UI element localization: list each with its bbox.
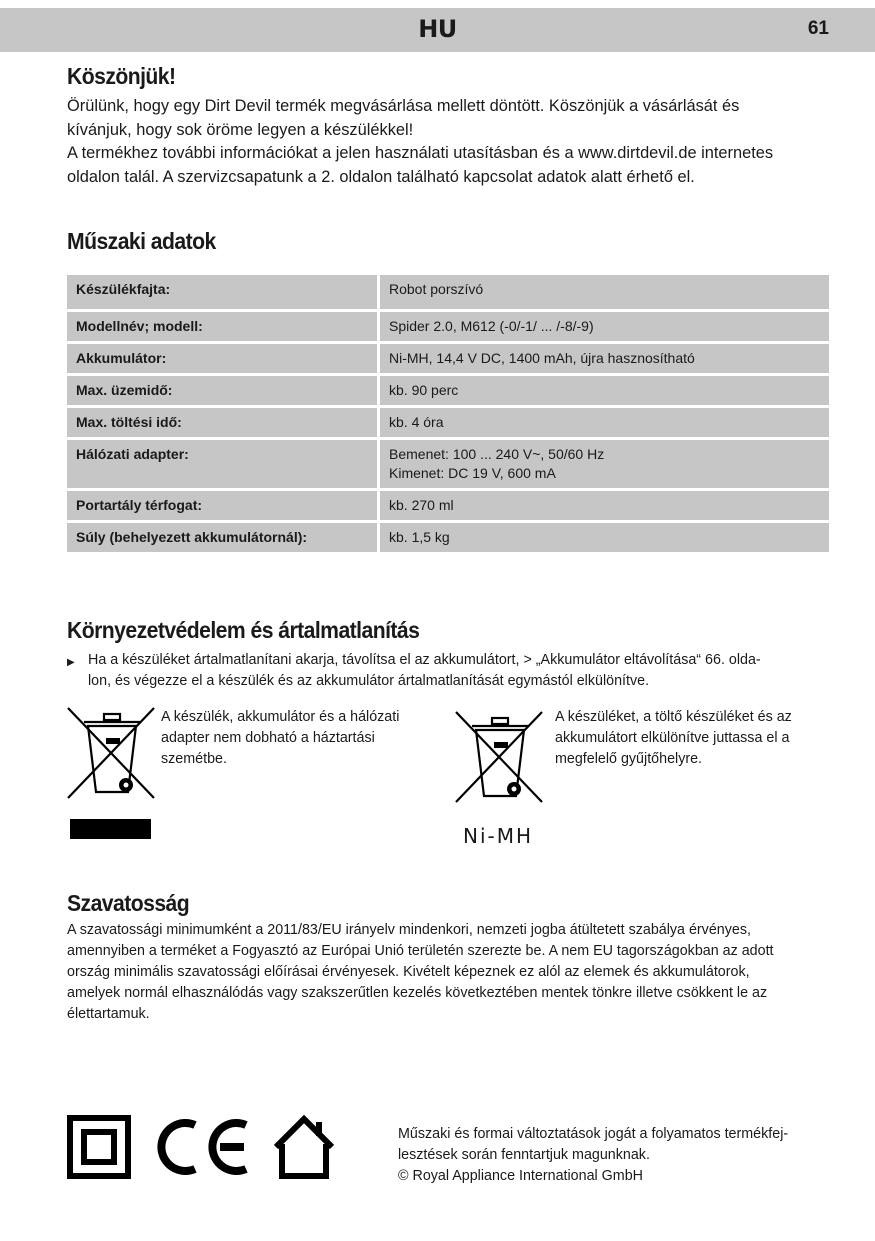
household-waste-notice: A készülék, akkumulátor és a hálózati adapter nem dobható a háztartási szemétbe. (161, 709, 400, 767)
thanks-line: Örülünk, hogy egy Dirt Devil termék megvásárlása mellett döntött. Köszönjük a vásárlását és (67, 97, 740, 115)
spec-value: Ni-MH, 14,4 V DC, 1400 mAh, újra hasznosítható (380, 344, 829, 373)
double-insulation-icon (70, 1118, 128, 1176)
ce-mark-icon (161, 1123, 246, 1171)
spec-label: Hálózati adapter: (67, 440, 380, 488)
waste-symbol-bar (70, 819, 151, 839)
spec-value: Robot porszívó (380, 275, 829, 309)
spec-value: kb. 1,5 kg (380, 523, 829, 552)
specs-heading: Műszaki adatok (67, 228, 216, 254)
environment-heading: Környezetvédelem és ártalmatlanítás (67, 617, 420, 643)
thanks-line: A termékhez további információkat a jelen használati utasításban és a www.dirtdevil.de internetes (67, 144, 774, 162)
thanks-heading: Köszönjük! (67, 63, 176, 89)
table-row (67, 523, 829, 552)
table-row (67, 491, 829, 520)
spec-label: Súly (behelyezett akkumulátornál): (67, 523, 380, 552)
specs-table (67, 272, 829, 555)
warranty-heading: Szavatosság (67, 890, 190, 916)
spec-label: Akkumulátor: (67, 344, 380, 373)
language-code: HU (418, 15, 457, 43)
thanks-line: oldalon talál. A szervizcsapatunk a 2. oldalon található kapcsolat adatok alatt érhető el. (67, 167, 695, 186)
thanks-line: kívánjuk, hogy sok öröme legyen a készülékkel! (67, 120, 414, 139)
spec-value: kb. 270 ml (380, 491, 829, 520)
table-row (67, 408, 829, 437)
table-row (67, 312, 829, 341)
crossed-bin-icon (454, 710, 546, 806)
spec-value: Bemenet: 100 ... 240 V~, 50/60 Hz Kimenet: DC 19 V, 600 mA (380, 440, 829, 488)
bullet-line: lon, és végezze el a készülék és az akkumulátor ártalmatlanítását egymástól elkülönítve. (88, 673, 650, 689)
spec-label: Modellnév; modell: (67, 312, 380, 341)
certification-icons (67, 1114, 347, 1187)
spec-value: Spider 2.0, M612 (-0/-1/ ... /-8/-9) (380, 312, 829, 341)
page-number: 61 (807, 18, 829, 39)
separate-collection-notice: A készüléket, a töltő készüléket és az akkumulátort elkülönítve juttassa el a megfelelő gyűjtőhelyre. (555, 709, 792, 767)
table-row (67, 275, 829, 309)
table-row (67, 344, 829, 373)
spec-label: Max. töltési idő: (67, 408, 380, 437)
spec-label: Portartály térfogat: (67, 491, 380, 520)
spec-label: Készülékfajta: (67, 275, 380, 309)
bullet-line: Ha a készüléket ártalmatlanítani akarja, távolítsa el az akkumulátort, > „Akkumulátor eltávolítása“ 66. olda- (88, 652, 761, 668)
page-header (0, 8, 875, 52)
table-row (67, 376, 829, 405)
battery-type-label: Ni-MH (463, 824, 534, 848)
spec-value: kb. 90 perc (380, 376, 829, 405)
crossed-bin-icon (66, 706, 158, 802)
bullet-arrow-icon: ▶ (67, 657, 75, 668)
thanks-paragraph (67, 95, 835, 189)
spec-value: kb. 4 óra (380, 408, 829, 437)
table-row (67, 440, 829, 488)
spec-label: Max. üzemidő: (67, 376, 380, 405)
warranty-paragraph: A szavatossági minimumként a 2011/83/EU irányelv mindenkori, nemzeti jogba átültetett szabálya érvényes, amennyiben a terméket a Fogyasztó az Európai Unió területén szerezte be. A nem EU tagországokban az adott ország minimális szavatossági előírásai érvényesek. Kivételt képeznek ez alól az elemek és akkumulátorok, amelyek normál elhasználódás vagy szakszerűtlen kezelés következtében mentek tönkre illetve csökkent le az élettartamuk. (67, 922, 774, 1022)
indoor-use-icon (276, 1119, 332, 1176)
disposal-instruction (67, 650, 837, 692)
copyright-notice: Műszaki és formai változtatások jogát a folyamatos termékfej- lesztések során fenntartjuk magunknak. © Royal Appliance International GmbH (398, 1126, 789, 1184)
